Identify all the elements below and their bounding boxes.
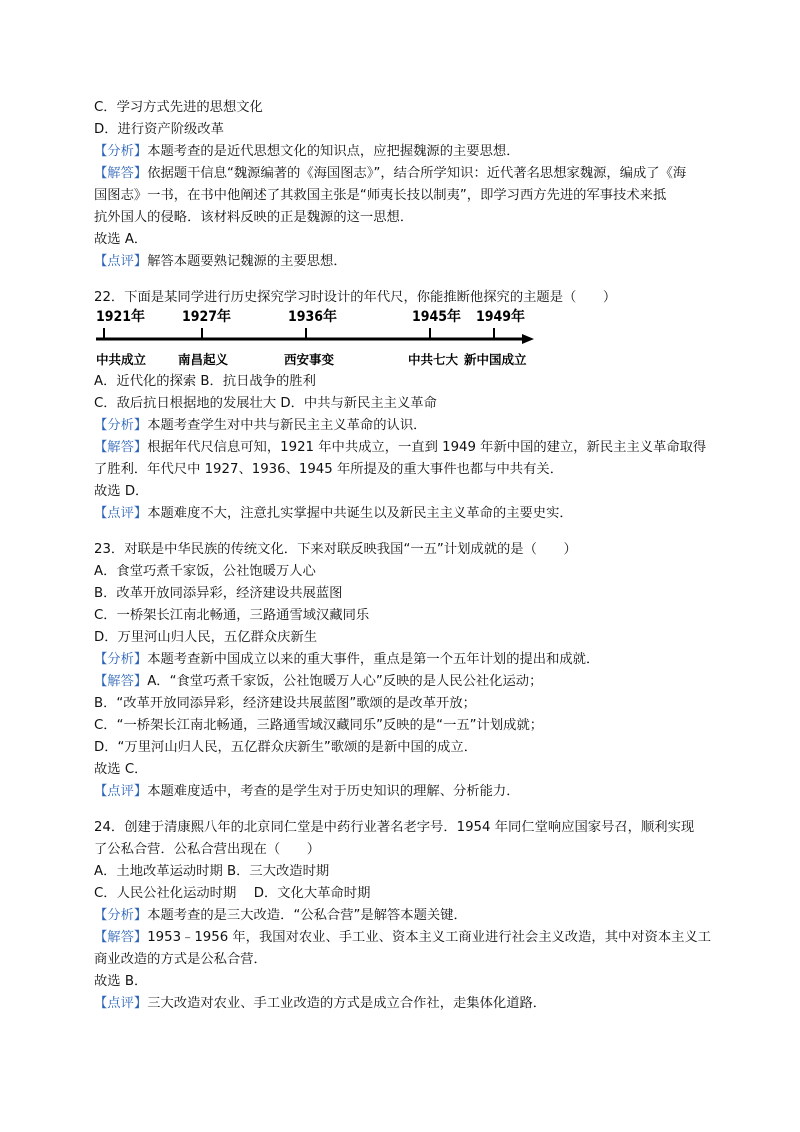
q21-answer-line-2: 国图志》一书，在书中他阐述了其救国主张是“师夷长技以制夷”，即学习西方先进的军事技术来抵 bbox=[94, 188, 667, 203]
answer-tag: 【解答】 bbox=[94, 166, 148, 181]
q24-options-ab: A．土地改革运动时期 B．三大改造时期 bbox=[94, 864, 330, 879]
q21-analysis bbox=[94, 143, 520, 161]
q22-stem: 22．下面是某同学进行历史探究学习时设计的年代尺，你能推断他探究的主题是（ ） bbox=[94, 290, 617, 305]
answer-text: A．“食堂巧煮千家饭，公社饱暖万人心”反映的是人民公社化运动； bbox=[147, 674, 543, 689]
q21-review bbox=[94, 253, 347, 271]
analysis-tag: 【分析】 bbox=[94, 144, 148, 159]
timeline-year: 1927年 bbox=[182, 309, 232, 325]
review-text: 解答本题要熟记魏源的主要思想． bbox=[147, 254, 347, 269]
q23-answer-line-1 bbox=[94, 673, 542, 691]
review-text: 三大改造对农业、手工业改造的方式是成立合作社，走集体化道路． bbox=[147, 996, 547, 1011]
q21-option-c: C．学习方式先进的思想文化 bbox=[94, 100, 263, 115]
q21-answer-line-1 bbox=[94, 165, 686, 183]
q21-answer-line-3: 抗外国人的侵略．该材料反映的正是魏源的这一思想． bbox=[94, 210, 414, 225]
q23-answer-line-2: B．“改革开放同添异彩，经济建设共展蓝图”歌颂的是改革开放； bbox=[94, 696, 476, 711]
timeline-event: 中共七大 bbox=[408, 352, 459, 367]
q21-choose: 故选 A． bbox=[94, 232, 148, 247]
q24-options-cd: C．人民公社化运动时期 D．文化大革命时期 bbox=[94, 886, 371, 901]
analysis-text: 本题考查新中国成立以来的重大事件，重点是第一个五年计划的提出和成就． bbox=[147, 652, 600, 667]
review-text: 本题难度不大，注意扎实掌握中共诞生以及新民主主义革命的主要史实． bbox=[147, 506, 573, 521]
timeline-event: 南昌起义 bbox=[178, 352, 229, 367]
timeline-ruler bbox=[94, 306, 534, 366]
q24-choose: 故选 B． bbox=[94, 974, 148, 989]
q23-answer-line-4: D．“万里河山归人民，五亿群众庆新生”歌颂的是新中国的成立． bbox=[94, 740, 478, 755]
timeline-year: 1945年 bbox=[412, 309, 462, 325]
answer-text: 根据年代尺信息可知，1921 年中共成立，一直到 1949 年新中国的建立，新民主主义革命取得 bbox=[147, 440, 707, 455]
q23-option-c: C．一桥架长江南北畅通，三路通雪域汉藏同乐 bbox=[94, 608, 370, 623]
q22-answer-line-2: 了胜利．年代尺中 1927、1936、1945 年所提及的重大事件也都与中共有关． bbox=[94, 462, 563, 477]
q24-stem-line-1: 24．创建于清康熙八年的北京同仁堂是中药行业著名老字号．1954 年同仁堂响应国家号召，顺利实现 bbox=[94, 820, 695, 835]
timeline-event: 西安事变 bbox=[284, 352, 335, 367]
q22-choose: 故选 D． bbox=[94, 484, 149, 499]
q23-stem: 23．对联是中华民族的传统文化．下来对联反映我国“一五”计划成就的是（ ） bbox=[94, 542, 577, 557]
analysis-tag: 【分析】 bbox=[94, 908, 148, 923]
q23-option-b: B．改革开放同添异彩，经济建设共展蓝图 bbox=[94, 586, 343, 601]
review-tag: 【点评】 bbox=[94, 996, 148, 1011]
answer-tag: 【解答】 bbox=[94, 440, 148, 455]
analysis-text: 本题考查的是三大改造．“公私合营”是解答本题关键． bbox=[147, 908, 467, 923]
q23-analysis bbox=[94, 651, 599, 669]
q23-answer-line-3: C．“一桥架长江南北畅通，三路通雪域汉藏同乐”反映的是“一五”计划成就； bbox=[94, 718, 544, 733]
q22-options-cd: C．敌后抗日根据地的发展壮大 D．中共与新民主主义革命 bbox=[94, 396, 437, 411]
q23-option-d: D．万里河山归人民，五亿群众庆新生 bbox=[94, 630, 317, 645]
review-tag: 【点评】 bbox=[94, 254, 148, 269]
analysis-tag: 【分析】 bbox=[94, 652, 148, 667]
answer-text: 依据题干信息“魏源编著的《海国图志》”，结合所学知识：近代著名思想家魏源，编成了《海 bbox=[147, 166, 687, 181]
q22-analysis bbox=[94, 417, 426, 435]
analysis-text: 本题考查的是近代思想文化的知识点，应把握魏源的主要思想． bbox=[147, 144, 520, 159]
timeline-event: 新中国成立 bbox=[464, 352, 527, 367]
review-tag: 【点评】 bbox=[94, 784, 148, 799]
timeline-year: 1921年 bbox=[96, 309, 146, 325]
q24-stem-line-2: 了公私合营．公私合营出现在（ ） bbox=[94, 842, 321, 857]
timeline-year: 1949年 bbox=[476, 309, 526, 325]
answer-text: 1953﹣1956 年，我国对农业、手工业、资本主义工商业进行社会主义改造，其中对资本主义工 bbox=[147, 930, 712, 945]
q24-answer-line-2: 商业改造的方式是公私合营． bbox=[94, 952, 267, 967]
q22-options-ab: A．近代化的探索 B．抗日战争的胜利 bbox=[94, 374, 316, 389]
review-tag: 【点评】 bbox=[94, 506, 148, 521]
analysis-tag: 【分析】 bbox=[94, 418, 148, 433]
analysis-text: 本题考查学生对中共与新民主主义革命的认识． bbox=[147, 418, 427, 433]
q22-review bbox=[94, 505, 573, 523]
q24-analysis bbox=[94, 907, 467, 925]
q22-answer-line-1 bbox=[94, 439, 706, 457]
q24-review bbox=[94, 995, 546, 1013]
timeline-year: 1936年 bbox=[288, 309, 338, 325]
review-text: 本题难度适中，考查的是学生对于历史知识的理解、分析能力． bbox=[147, 784, 520, 799]
timeline-event: 中共成立 bbox=[96, 352, 147, 367]
q21-option-d: D．进行资产阶级改革 bbox=[94, 122, 224, 137]
answer-tag: 【解答】 bbox=[94, 930, 148, 945]
q23-review bbox=[94, 783, 520, 801]
q23-option-a: A．食堂巧煮千家饭，公社饱暖万人心 bbox=[94, 564, 316, 579]
q23-choose: 故选 C． bbox=[94, 762, 148, 777]
q24-answer-line-1 bbox=[94, 929, 711, 947]
answer-tag: 【解答】 bbox=[94, 674, 148, 689]
timeline-arrowhead bbox=[522, 334, 534, 344]
